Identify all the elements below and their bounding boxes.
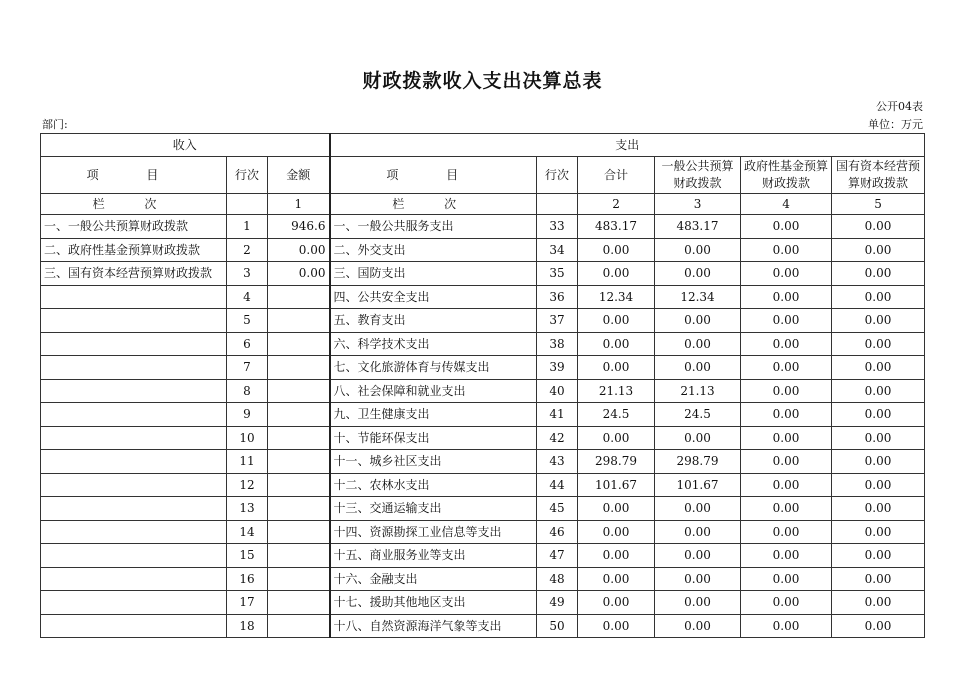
- state-capital-header: 国有资本经营预算财政拨款: [832, 157, 925, 194]
- expense-item: 六、科学技术支出: [330, 332, 537, 356]
- income-item: 三、国有资本经营预算财政拨款: [41, 262, 227, 286]
- general-budget-value: 298.79: [655, 450, 741, 474]
- col-num-5: 5: [832, 194, 925, 215]
- gov-fund-value: 0.00: [741, 332, 832, 356]
- income-item: [41, 426, 227, 450]
- expense-item: 十二、农林水支出: [330, 473, 537, 497]
- total-value: 0.00: [578, 591, 655, 615]
- expense-line: 34: [537, 238, 578, 262]
- total-value: 24.5: [578, 403, 655, 427]
- table-row: [41, 215, 925, 239]
- table-row: [41, 450, 925, 474]
- general-budget-value: 483.17: [655, 215, 741, 239]
- general-budget-value: 0.00: [655, 591, 741, 615]
- gov-fund-value: 0.00: [741, 591, 832, 615]
- table-row: [41, 614, 925, 638]
- income-amount: [268, 450, 330, 474]
- income-item: [41, 473, 227, 497]
- general-budget-value: 0.00: [655, 238, 741, 262]
- income-amount: [268, 520, 330, 544]
- income-amount: [268, 379, 330, 403]
- state-capital-value: 0.00: [832, 614, 925, 638]
- income-line: 8: [227, 379, 268, 403]
- total-value: 0.00: [578, 309, 655, 333]
- table-row: [41, 473, 925, 497]
- expense-item: 十、节能环保支出: [330, 426, 537, 450]
- income-line: 6: [227, 332, 268, 356]
- table-row: [41, 332, 925, 356]
- total-value: 0.00: [578, 426, 655, 450]
- state-capital-value: 0.00: [832, 450, 925, 474]
- table-row: [41, 356, 925, 380]
- table-row: [41, 379, 925, 403]
- state-capital-value: 0.00: [832, 497, 925, 521]
- income-amount: [268, 356, 330, 380]
- general-budget-value: 0.00: [655, 262, 741, 286]
- total-value: 0.00: [578, 356, 655, 380]
- general-budget-value: 0.00: [655, 567, 741, 591]
- state-capital-value: 0.00: [832, 520, 925, 544]
- income-amount: [268, 285, 330, 309]
- state-capital-value: 0.00: [832, 309, 925, 333]
- expense-item: 三、国防支出: [330, 262, 537, 286]
- expense-item: 二、外交支出: [330, 238, 537, 262]
- gov-fund-value: 0.00: [741, 262, 832, 286]
- income-amount: [268, 426, 330, 450]
- state-capital-value: 0.00: [832, 473, 925, 497]
- income-amount: [268, 567, 330, 591]
- income-line: 7: [227, 356, 268, 380]
- table-row: [41, 262, 925, 286]
- income-amount: [268, 403, 330, 427]
- total-value: 12.34: [578, 285, 655, 309]
- expense-column-label: 栏 次: [330, 194, 537, 215]
- department-label: 部门:: [42, 118, 68, 131]
- expense-item: 十七、援助其他地区支出: [330, 591, 537, 615]
- expense-line: 33: [537, 215, 578, 239]
- expense-item: 十五、商业服务业等支出: [330, 544, 537, 568]
- total-value: 0.00: [578, 238, 655, 262]
- income-item: [41, 591, 227, 615]
- general-budget-value: 24.5: [655, 403, 741, 427]
- income-amount: [268, 591, 330, 615]
- state-capital-value: 0.00: [832, 403, 925, 427]
- total-value: 298.79: [578, 450, 655, 474]
- expense-line: 41: [537, 403, 578, 427]
- state-capital-value: 0.00: [832, 426, 925, 450]
- expense-item: 十八、自然资源海洋气象等支出: [330, 614, 537, 638]
- income-item: [41, 403, 227, 427]
- gov-fund-value: 0.00: [741, 403, 832, 427]
- expense-line: 44: [537, 473, 578, 497]
- summary-table: [40, 133, 925, 638]
- table-row: [41, 403, 925, 427]
- page-title: 财政拨款收入支出决算总表: [362, 70, 603, 92]
- general-budget-value: 0.00: [655, 497, 741, 521]
- gov-fund-value: 0.00: [741, 614, 832, 638]
- col-num-3: 3: [655, 194, 741, 215]
- gov-fund-value: 0.00: [741, 497, 832, 521]
- table-row: [41, 544, 925, 568]
- income-item: [41, 309, 227, 333]
- general-budget-value: 0.00: [655, 309, 741, 333]
- income-item: 二、政府性基金预算财政拨款: [41, 238, 227, 262]
- general-budget-value: 0.00: [655, 520, 741, 544]
- gov-fund-value: 0.00: [741, 450, 832, 474]
- expense-line: 39: [537, 356, 578, 380]
- general-budget-value: 12.34: [655, 285, 741, 309]
- gov-fund-value: 0.00: [741, 544, 832, 568]
- total-value: 0.00: [578, 520, 655, 544]
- expense-item: 十三、交通运输支出: [330, 497, 537, 521]
- total-value: 21.13: [578, 379, 655, 403]
- income-item-header: 项 目: [41, 157, 227, 194]
- state-capital-value: 0.00: [832, 262, 925, 286]
- income-amount: 0.00: [268, 262, 330, 286]
- state-capital-value: 0.00: [832, 544, 925, 568]
- income-item: [41, 614, 227, 638]
- expense-item: 九、卫生健康支出: [330, 403, 537, 427]
- income-item: [41, 356, 227, 380]
- expense-item: 一、一般公共服务支出: [330, 215, 537, 239]
- income-line: 9: [227, 403, 268, 427]
- state-capital-value: 0.00: [832, 215, 925, 239]
- expense-line: 38: [537, 332, 578, 356]
- income-line: 13: [227, 497, 268, 521]
- gov-fund-value: 0.00: [741, 520, 832, 544]
- gov-fund-value: 0.00: [741, 356, 832, 380]
- income-line: 18: [227, 614, 268, 638]
- table-row: [41, 238, 925, 262]
- general-budget-value: 101.67: [655, 473, 741, 497]
- income-line: 15: [227, 544, 268, 568]
- form-code: 公开04表: [876, 100, 923, 113]
- table-row: [41, 567, 925, 591]
- income-line: 11: [227, 450, 268, 474]
- expense-line: 35: [537, 262, 578, 286]
- total-value: 0.00: [578, 567, 655, 591]
- gov-fund-header: 政府性基金预算财政拨款: [741, 157, 832, 194]
- general-budget-value: 0.00: [655, 544, 741, 568]
- expense-line-col-blank: [537, 194, 578, 215]
- income-item: [41, 567, 227, 591]
- expense-item: 十六、金融支出: [330, 567, 537, 591]
- total-value: 0.00: [578, 497, 655, 521]
- income-item: [41, 332, 227, 356]
- income-item: [41, 450, 227, 474]
- expense-line: 47: [537, 544, 578, 568]
- gov-fund-value: 0.00: [741, 238, 832, 262]
- table-row: [41, 497, 925, 521]
- income-line: 16: [227, 567, 268, 591]
- income-line: 10: [227, 426, 268, 450]
- gov-fund-value: 0.00: [741, 285, 832, 309]
- state-capital-value: 0.00: [832, 285, 925, 309]
- general-budget-value: 0.00: [655, 332, 741, 356]
- table-row: [41, 309, 925, 333]
- unit-label: 单位：万元: [868, 118, 923, 131]
- income-amount: 0.00: [268, 238, 330, 262]
- income-line: 12: [227, 473, 268, 497]
- expense-line: 42: [537, 426, 578, 450]
- total-value: 0.00: [578, 544, 655, 568]
- income-item: [41, 379, 227, 403]
- general-budget-value: 0.00: [655, 614, 741, 638]
- income-amount: [268, 544, 330, 568]
- income-line-header: 行次: [227, 157, 268, 194]
- table-row: [41, 591, 925, 615]
- expense-line: 49: [537, 591, 578, 615]
- gov-fund-value: 0.00: [741, 379, 832, 403]
- expense-item: 十一、城乡社区支出: [330, 450, 537, 474]
- state-capital-value: 0.00: [832, 379, 925, 403]
- general-budget-value: 21.13: [655, 379, 741, 403]
- expense-line: 36: [537, 285, 578, 309]
- table-row: [41, 285, 925, 309]
- income-line: 4: [227, 285, 268, 309]
- total-value: 0.00: [578, 262, 655, 286]
- income-item: [41, 544, 227, 568]
- expense-item: 八、社会保障和就业支出: [330, 379, 537, 403]
- gov-fund-value: 0.00: [741, 473, 832, 497]
- general-budget-value: 0.00: [655, 426, 741, 450]
- total-value: 483.17: [578, 215, 655, 239]
- state-capital-value: 0.00: [832, 238, 925, 262]
- expense-line: 50: [537, 614, 578, 638]
- state-capital-value: 0.00: [832, 591, 925, 615]
- general-budget-value: 0.00: [655, 356, 741, 380]
- income-line-col-blank: [227, 194, 268, 215]
- gov-fund-value: 0.00: [741, 567, 832, 591]
- col-num-1: 1: [268, 194, 330, 215]
- income-amount: [268, 497, 330, 521]
- state-capital-value: 0.00: [832, 332, 925, 356]
- income-line: 17: [227, 591, 268, 615]
- total-value: 0.00: [578, 614, 655, 638]
- expense-item: 四、公共安全支出: [330, 285, 537, 309]
- total-header: 合计: [578, 157, 655, 194]
- col-num-4: 4: [741, 194, 832, 215]
- income-line: 14: [227, 520, 268, 544]
- income-amount: [268, 614, 330, 638]
- expense-line: 45: [537, 497, 578, 521]
- expense-line: 48: [537, 567, 578, 591]
- expense-line: 37: [537, 309, 578, 333]
- income-amount: [268, 309, 330, 333]
- income-item: [41, 520, 227, 544]
- expense-item-header: 项 目: [330, 157, 537, 194]
- income-column-label: 栏 次: [41, 194, 227, 215]
- income-amount: 946.6: [268, 215, 330, 239]
- income-item: [41, 285, 227, 309]
- expense-line: 46: [537, 520, 578, 544]
- expense-line-header: 行次: [537, 157, 578, 194]
- state-capital-value: 0.00: [832, 567, 925, 591]
- income-line: 5: [227, 309, 268, 333]
- income-amount: [268, 332, 330, 356]
- income-line: 2: [227, 238, 268, 262]
- general-budget-header: 一般公共预算财政拨款: [655, 157, 741, 194]
- income-line: 1: [227, 215, 268, 239]
- total-value: 101.67: [578, 473, 655, 497]
- table-row: [41, 426, 925, 450]
- income-item: [41, 497, 227, 521]
- expense-header: 支出: [330, 134, 925, 157]
- income-amount-header: 金额: [268, 157, 330, 194]
- income-item: 一、一般公共预算财政拨款: [41, 215, 227, 239]
- state-capital-value: 0.00: [832, 356, 925, 380]
- gov-fund-value: 0.00: [741, 426, 832, 450]
- total-value: 0.00: [578, 332, 655, 356]
- gov-fund-value: 0.00: [741, 215, 832, 239]
- expense-line: 43: [537, 450, 578, 474]
- income-amount: [268, 473, 330, 497]
- col-num-2: 2: [578, 194, 655, 215]
- gov-fund-value: 0.00: [741, 309, 832, 333]
- expense-line: 40: [537, 379, 578, 403]
- expense-item: 五、教育支出: [330, 309, 537, 333]
- income-line: 3: [227, 262, 268, 286]
- income-header: 收入: [41, 134, 330, 157]
- table-row: [41, 520, 925, 544]
- expense-item: 七、文化旅游体育与传媒支出: [330, 356, 537, 380]
- expense-item: 十四、资源勘探工业信息等支出: [330, 520, 537, 544]
